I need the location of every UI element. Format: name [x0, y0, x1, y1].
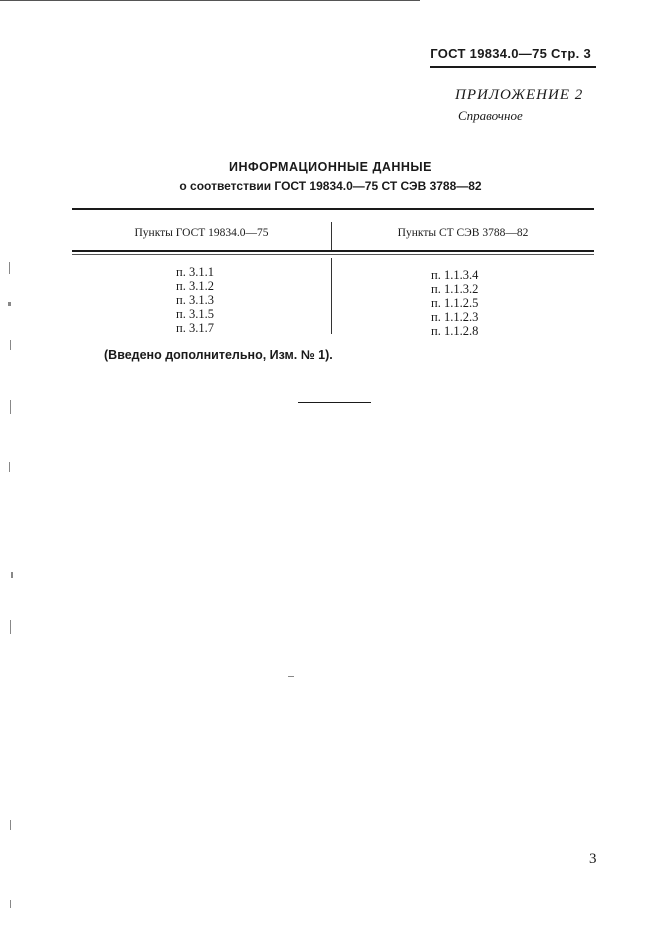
appendix-title: ПРИЛОЖЕНИЕ 2 [455, 87, 584, 103]
list-item: п. 3.1.1 [176, 265, 214, 279]
list-item: п. 1.1.2.8 [431, 324, 479, 338]
scan-artifact [8, 302, 11, 306]
column-header-gost: Пункты ГОСТ 19834.0—75 [134, 227, 269, 239]
list-item: п. 3.1.3 [176, 293, 214, 307]
list-item: п. 1.1.3.2 [431, 282, 479, 296]
table-header-rule [72, 250, 594, 252]
scan-artifact [10, 620, 11, 634]
list-item: п. 3.1.7 [176, 321, 214, 335]
gost-items-list [176, 265, 214, 335]
page-number: 3 [589, 851, 597, 867]
document-subtitle: о соответствии ГОСТ 19834.0—75 СТ СЭВ 3788—82 [179, 179, 482, 193]
list-item: п. 1.1.3.4 [431, 268, 479, 282]
appendix-subtitle: Справочное [458, 108, 523, 123]
document-title: ИНФОРМАЦИОННЫЕ ДАННЫЕ [228, 160, 433, 174]
amendment-note: (Введено дополнительно, Изм. № 1). [104, 348, 333, 362]
list-item: п. 3.1.5 [176, 307, 214, 321]
scan-artifact [11, 572, 13, 578]
table-top-rule [72, 208, 594, 210]
scan-artifact [10, 900, 11, 908]
table-column-divider-header [331, 222, 332, 250]
st-sev-items-list [431, 268, 478, 338]
top-edge-rule [0, 0, 420, 1]
scan-artifact [288, 676, 294, 677]
table-header-rule-secondary [72, 254, 594, 255]
scan-artifact [9, 262, 10, 274]
scan-artifact [10, 340, 11, 350]
column-header-st-sev: Пункты СТ СЭВ 3788—82 [397, 227, 529, 239]
list-item: п. 1.1.2.5 [431, 296, 479, 310]
end-rule [298, 402, 371, 403]
scan-artifact [9, 462, 10, 472]
table-column-divider-body [331, 258, 332, 334]
scan-artifact [10, 400, 11, 414]
scan-artifact [10, 820, 11, 830]
header-rule [430, 66, 596, 68]
list-item: п. 1.1.2.3 [431, 310, 479, 324]
header-standard-code: ГОСТ 19834.0—75 Стр. 3 [430, 46, 591, 61]
list-item: п. 3.1.2 [176, 279, 214, 293]
